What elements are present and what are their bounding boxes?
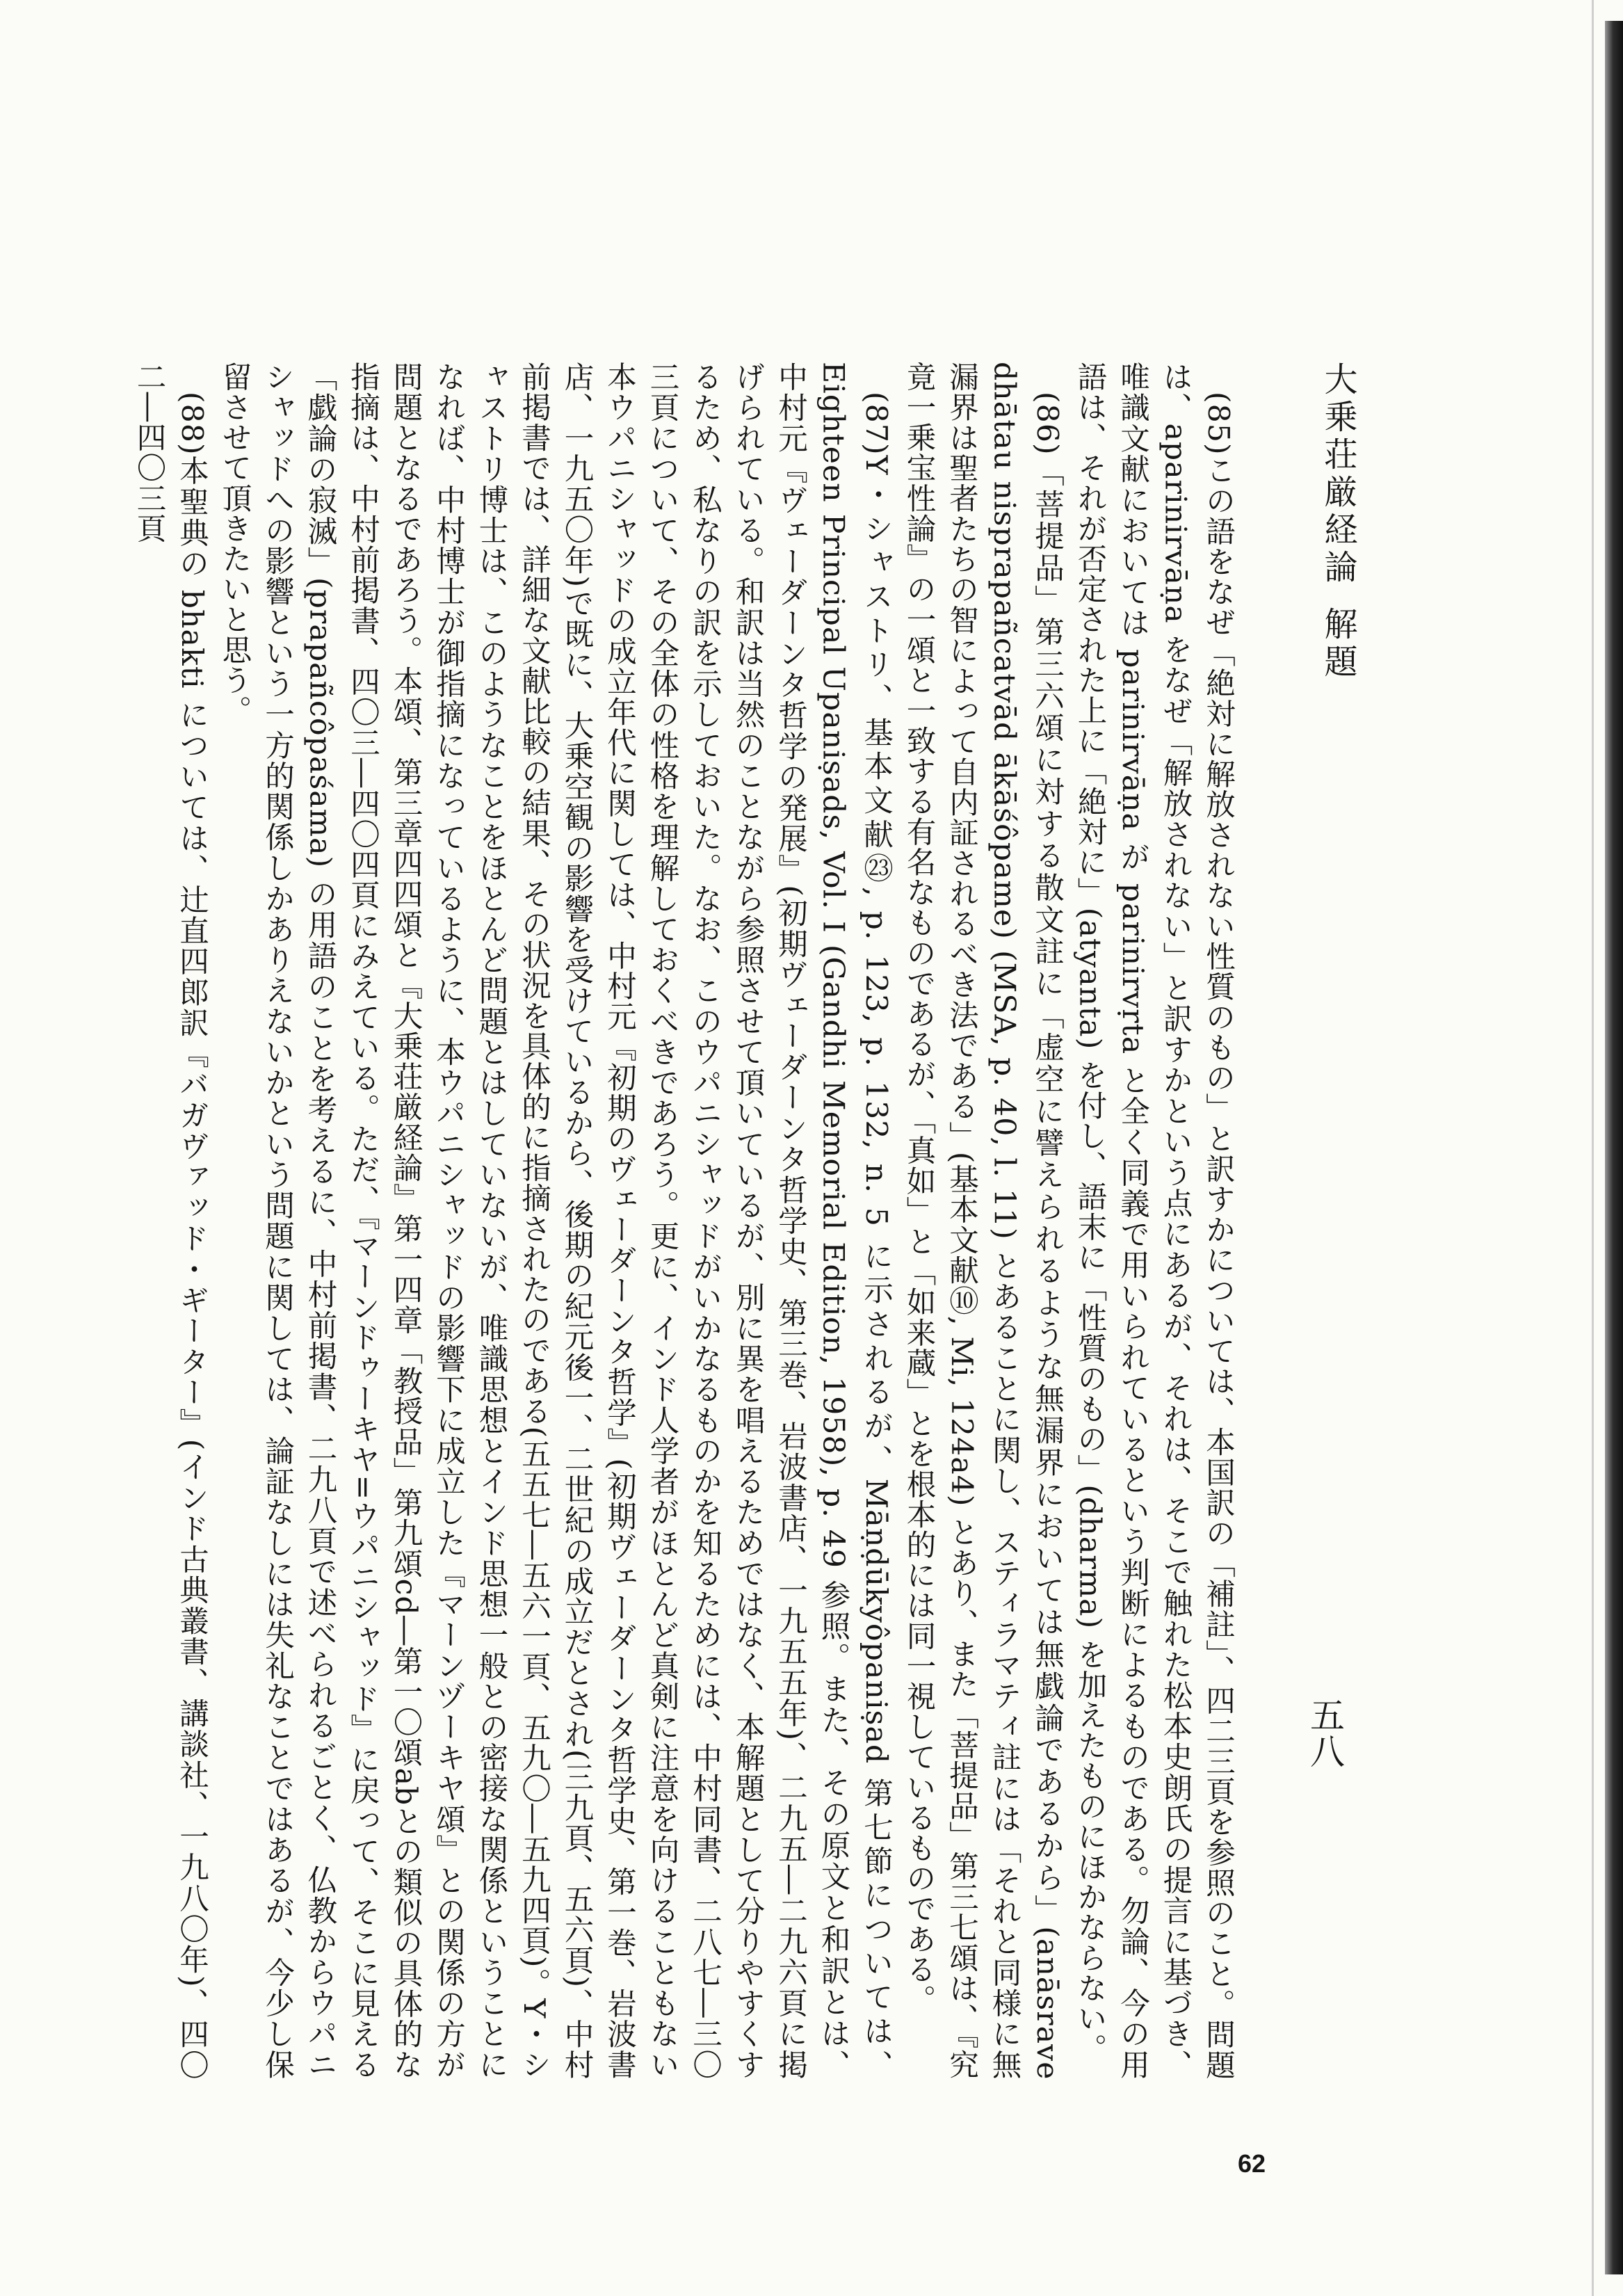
running-head [1318,362,1357,682]
note-88: (88)本聖典の bhakti については、辻直四郎訳『バガヴァッド・ギーター』(インド古典叢書、講談社、一九八〇年)、四〇二―四〇三頁 [131,362,209,2080]
note-85: (85)この語をなぜ「絶対に解放されない性質のもの」と訳すかについては、本国訳の「補註」、四二三頁を参照のこと。問題は、aparinirvāṇa をなぜ「解放されない」と訳すかという点にあるが、それは、そこで触れた松本史朗氏の提言に基づき、唯識文献においては parinirvāṇa が parinirvṛta と全く同義で用いられているという判断によるものである。勿論、今の用語は、それが否定された上に「絶対に」(atyanta) を付し、語末に「性質のもの」(dharma) を加えたものにほかならない。 [1072,362,1235,2080]
notes-body [131,362,1239,2080]
running-head-title: 大乗荘厳経論 [1318,362,1357,587]
book-spine-shadow [1605,21,1623,2274]
note-87: (87)Y・シャストリ、基本文献㉓, p. 123, p. 132, n. 5 に示されるが、Māṇḍūkyôpaniṣad 第七節については、Eighteen Principal Upaniṣads, Vol. I (Gandhi Memorial Edition, 1958), p. 49 参照。また、その原文と和訳とは、中村元『ヴェーダーンタ哲学の発展』(初期ヴェーダーンタ哲学史、第三巻、岩波書店、一九五五年)、二九五―二九六頁に掲げられている。和訳は当然のことながら参照させて頂いているが、別に異を唱えるためではなく、本解題として分りやすくするため、私なりの訳を示しておいた。なお、このウパニシャッドがいかなるものかを知るためには、中村同書、二八七―三〇三頁について、その全体の性格を理解しておくべきであろう。更に、インド人学者がほとんど真剣に注意を向けることもない本ウパニシャッドの成立年代に関しては、中村元『初期のヴェーダーンタ哲学』(初期ヴェーダーンタ哲学史、第一巻、岩波書店、一九五〇年)で既に、大乗空観の影響を受けているから、後期の紀元後一、二世紀の成立だとされ(三九頁、五六頁)、中村前掲書では、詳細な文献比較の結果、その状況を具体的に指摘されたのである(五五七―五六一頁、五九〇―五九四頁)。Y・シャストリ博士は、このようなことをほとんど問題とはしていないが、唯識思想とインド思想一般との密接な関係ということになれば、中村博士が御指摘になっているように、本ウパニシャッドの影響下に成立した『マーンヅーキヤ頌』との関係の方が問題となるであろう。本頌、第三章四四頌と『大乗荘厳経論』第一四章「教授品」第九頌cd―第一〇頌abとの類似の具体的な指摘は、中村前掲書、四〇三―四〇四頁にみえている。ただ、『マーンドゥーキヤ=ウパニシャッド』に戻って、そこに見える「戯論の寂滅」(prapañcôpaśama) の用語のことを考えるに、中村前掲書、二九八頁で述べられるごとく、仏教からウパニシャッドへの影響という一方的関係しかありえないかという問題に関しては、論証なしには失礼なことではあるが、今少し保留させて頂きたいと思う。 [217,362,893,2080]
page-edge-line [1592,0,1594,2296]
note-86: (86)「菩提品」第三六頌に対する散文註に「虚空に譬えられるような無漏界においては無戯論であるから」(anāsrave dhātau nisprapañcatvād ākāśôpame) (MSA, p. 40, l. 11) とあることに関し、スティラマティ註には「それと同様に無漏界は聖者たちの智によって自内証されるべき法である」(基本文献⑩, Mi, 124a4) とあり、また「菩提品」第三七頌は、『究竟一乗宝性論』の一頌と一致する有名なものであるが、「真如」と「如来蔵」とを根本的には同一視しているものである。 [901,362,1064,2080]
running-head-section: 解題 [1318,607,1357,682]
page-number-kanji: 五八 [1305,1697,1345,1769]
page-number-arabic: 62 [1238,2149,1266,2178]
